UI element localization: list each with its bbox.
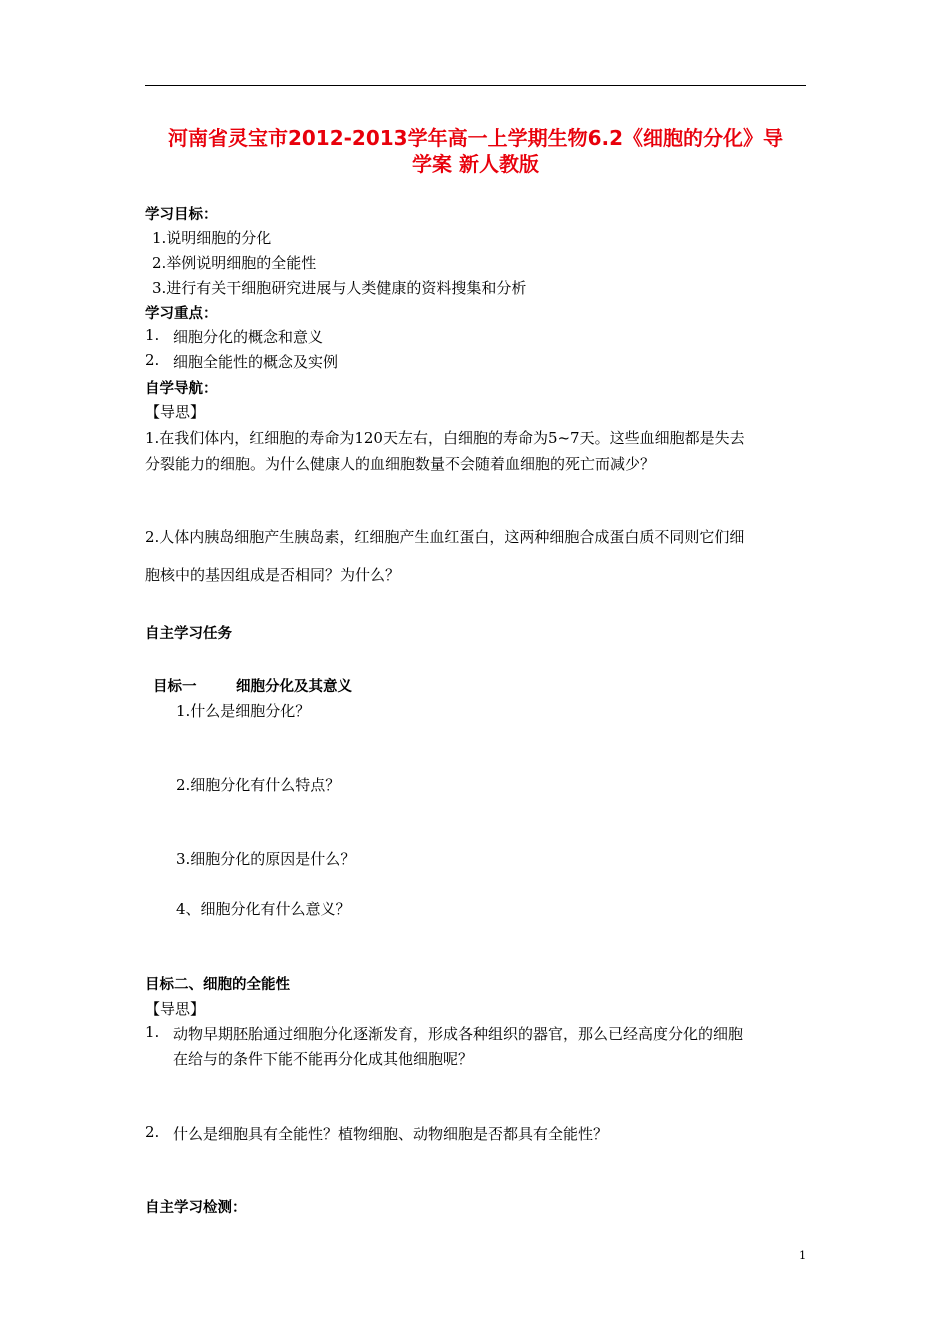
key-point-num-1: 1. [145,326,160,344]
goal2-question-1-num: 1. [145,1023,160,1041]
goal2-heading: 目标二、细胞的全能性 [145,977,290,993]
goal1-question-3: 3.细胞分化的原因是什么？ [176,850,356,868]
guide-question-1-line1: 1.在我们体内，红细胞的寿命为120天左右，白细胞的寿命为5~7天。这些血细胞都是失去 [145,429,745,447]
key-point-num-2: 2. [145,351,160,369]
goal1-question-1: 1.什么是细胞分化？ [176,702,311,720]
goal1-question-2: 2.细胞分化有什么特点？ [176,776,341,794]
header-rule [145,85,806,86]
goal1-question-4: 4、细胞分化有什么意义？ [176,900,351,918]
guide-question-2-line2: 胞核中的基因组成是否相同？为什么？ [145,566,401,584]
key-point-text-2: 细胞全能性的概念及实例 [173,353,339,371]
objectives-heading: 学习目标： [145,207,218,223]
self-guide-heading: 自学导航： [145,381,218,397]
objective-item-1: 1.说明细胞的分化 [152,229,272,247]
key-point-text-1: 细胞分化的概念和意义 [173,328,324,346]
guide-question-2-line1: 2.人体内胰岛细胞产生胰岛素，红细胞产生血红蛋白，这两种细胞合成蛋白质不同则它们细 [145,528,745,546]
goal1-title: 细胞分化及其意义 [236,679,352,695]
objective-item-3: 3.进行有关干细胞研究进展与人类健康的资料搜集和分析 [152,279,527,297]
goal2-question-1-line2: 在给与的条件下能不能再分化成其他细胞呢？ [173,1050,474,1068]
document-title-line2: 学案 新人教版 [412,152,539,176]
objective-item-2: 2.举例说明细胞的全能性 [152,254,317,272]
self-check-heading: 自主学习检测： [145,1200,247,1216]
tasks-heading: 自主学习任务 [145,626,232,642]
goal2-question-1-line1: 动物早期胚胎通过细胞分化逐渐发育，形成各种组织的器官，那么已经高度分化的细胞 [173,1025,744,1043]
guide-question-1-line2: 分裂能力的细胞。为什么健康人的血细胞数量不会随着血细胞的死亡而减少？ [145,455,656,473]
page-number: 1 [799,1249,807,1262]
document-title-line1: 河南省灵宝市2012-2013学年高一上学期生物6.2《细胞的分化》导 [167,126,784,150]
key-points-heading: 学习重点： [145,306,218,322]
goal2-tag: 【导思】 [145,1000,206,1018]
guide-tag: 【导思】 [145,403,206,421]
goal2-question-2-num: 2. [145,1123,160,1141]
goal1-label: 目标一 [153,679,197,695]
goal2-question-2-text: 什么是细胞具有全能性？植物细胞、动物细胞是否都具有全能性？ [173,1125,609,1143]
